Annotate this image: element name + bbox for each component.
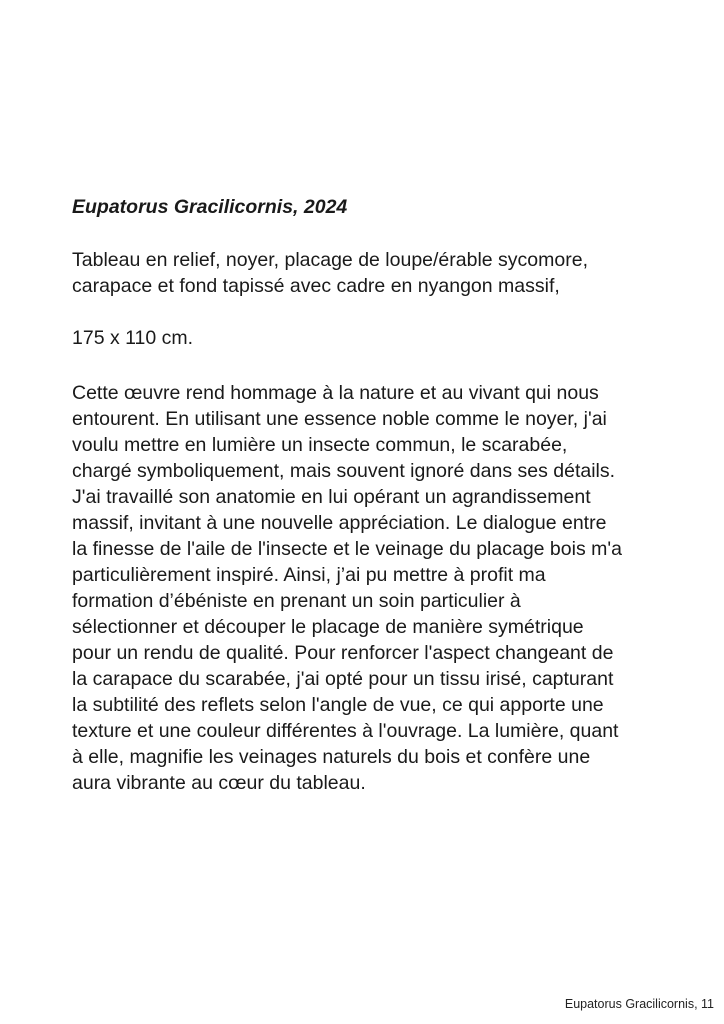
- materials-paragraph: [72, 247, 588, 299]
- description-line: pour un rendu de qualité. Pour renforcer l'aspect changeant de: [72, 642, 614, 664]
- description-paragraph: [72, 380, 622, 796]
- page-footer: Eupatorus Gracilicornis, 11: [564, 997, 714, 1011]
- description-line: la finesse de l'aile de l'insecte et le veinage du placage bois m'a: [72, 538, 622, 560]
- description-line: entourent. En utilisant une essence noble comme le noyer, j'ai: [72, 408, 607, 430]
- description-line: texture et une couleur différentes à l'ouvrage. La lumière, quant: [72, 720, 619, 742]
- description-line: voulu mettre en lumière un insecte commun, le scarabée,: [72, 434, 568, 456]
- description-line: Cette œuvre rend hommage à la nature et au vivant qui nous: [72, 382, 599, 404]
- description-line: chargé symboliquement, mais souvent ignoré dans ses détails.: [72, 460, 616, 482]
- description-line: la subtilité des reflets selon l'angle de vue, ce qui apporte une: [72, 694, 604, 716]
- artwork-title: Eupatorus Gracilicornis, 2024: [72, 196, 348, 218]
- description-line: la carapace du scarabée, j'ai opté pour un tissu irisé, capturant: [72, 668, 614, 690]
- materials-line: carapace et fond tapissé avec cadre en nyangon massif,: [72, 275, 560, 297]
- description-line: particulièrement inspiré. Ainsi, j’ai pu mettre à profit ma: [72, 564, 546, 586]
- materials-line: Tableau en relief, noyer, placage de loupe/érable sycomore,: [72, 249, 588, 271]
- description-line: sélectionner et découper le placage de manière symétrique: [72, 616, 584, 638]
- description-line: J'ai travaillé son anatomie en lui opérant un agrandissement: [72, 486, 591, 508]
- description-line: massif, invitant à une nouvelle appréciation. Le dialogue entre: [72, 512, 607, 534]
- description-line: formation d’ébéniste en prenant un soin particulier à: [72, 590, 521, 612]
- description-line: aura vibrante au cœur du tableau.: [72, 772, 366, 794]
- dimensions: 175 x 110 cm.: [72, 327, 194, 349]
- description-line: à elle, magnifie les veinages naturels du bois et confère une: [72, 746, 591, 768]
